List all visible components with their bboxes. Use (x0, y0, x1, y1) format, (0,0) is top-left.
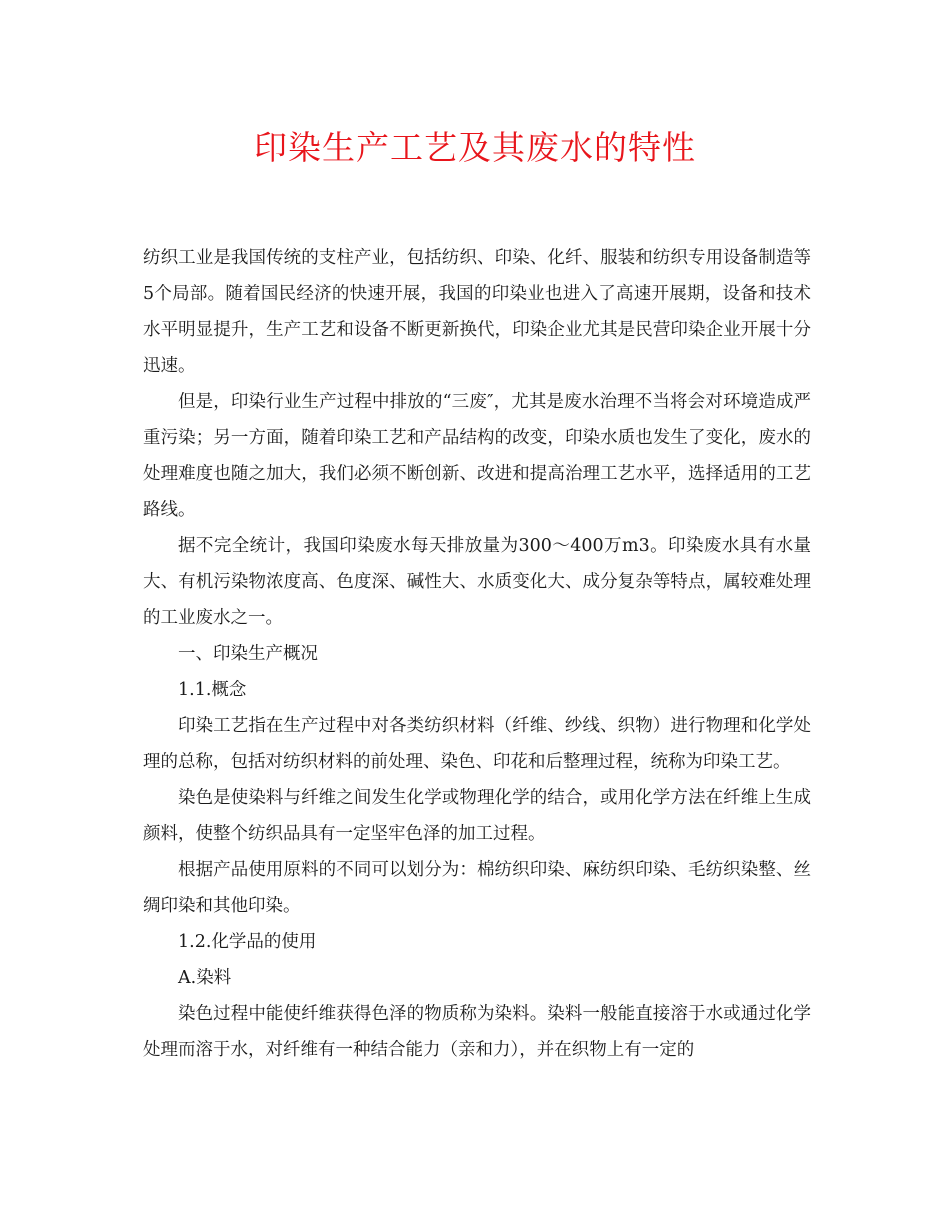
paragraph-intro: 纺织工业是我国传统的支柱产业，包括纺织、印染、化纤、服装和纺织专用设备制造等5个局部。随着国民经济的快速开展，我国的印染业也进入了高速开展期，设备和技术水平明显提升，生产工艺和设备不断更新换代，印染企业尤其是民营印染企业开展十分迅速。 (143, 248, 811, 376)
paragraph-process-definition: 印染工艺指在生产过程中对各类纺织材料（纤维、纱线、织物）进行物理和化学处理的总称，包括对纺织材料的前处理、染色、印花和后整理过程，统称为印染工艺。 (143, 716, 811, 772)
paragraph-three-wastes: 但是，印染行业生产过程中排放的“三废″，尤其是废水治理不当将会对环境造成严重污染；另一方面，随着印染工艺和产品结构的改变，印染水质也发生了变化，废水的处理难度也随之加大，我们必须不断创新、改进和提高治理工艺水平，选择适用的工艺路线。 (143, 392, 811, 520)
paragraph-statistics: 据不完全统计，我国印染废水每天排放量为300～400万m3。印染废水具有水量大、有机污染物浓度高、色度深、碱性大、水质变化大、成分复杂等特点，属较难处理的工业废水之一。 (143, 536, 811, 628)
document-body (143, 240, 811, 1068)
paragraph-dyes-definition: 染色过程中能使纤维获得色泽的物质称为染料。染料一般能直接溶于水或通过化学处理而溶于水，对纤维有一种结合能力（亲和力），并在织物上有一定的 (143, 1004, 811, 1060)
document-title: 印染生产工艺及其废水的特性 (254, 128, 696, 167)
paragraph-classification: 根据产品使用原料的不同可以划分为：棉纺织印染、麻纺织印染、毛纺织染整、丝绸印染和其他印染。 (143, 860, 811, 916)
subsection-heading-concept: 1.1.概念 (178, 680, 247, 700)
paragraph-dyeing-definition: 染色是使染料与纤维之间发生化学或物理化学的结合，或用化学方法在纤维上生成颜料，使整个纺织品具有一定坚牢色泽的加工过程。 (143, 788, 811, 844)
subsection-heading-dyes: A.染料 (178, 968, 232, 988)
subsection-heading-chemicals: 1.2.化学品的使用 (178, 932, 317, 952)
section-heading-overview: 一、印染生产概况 (178, 644, 318, 664)
